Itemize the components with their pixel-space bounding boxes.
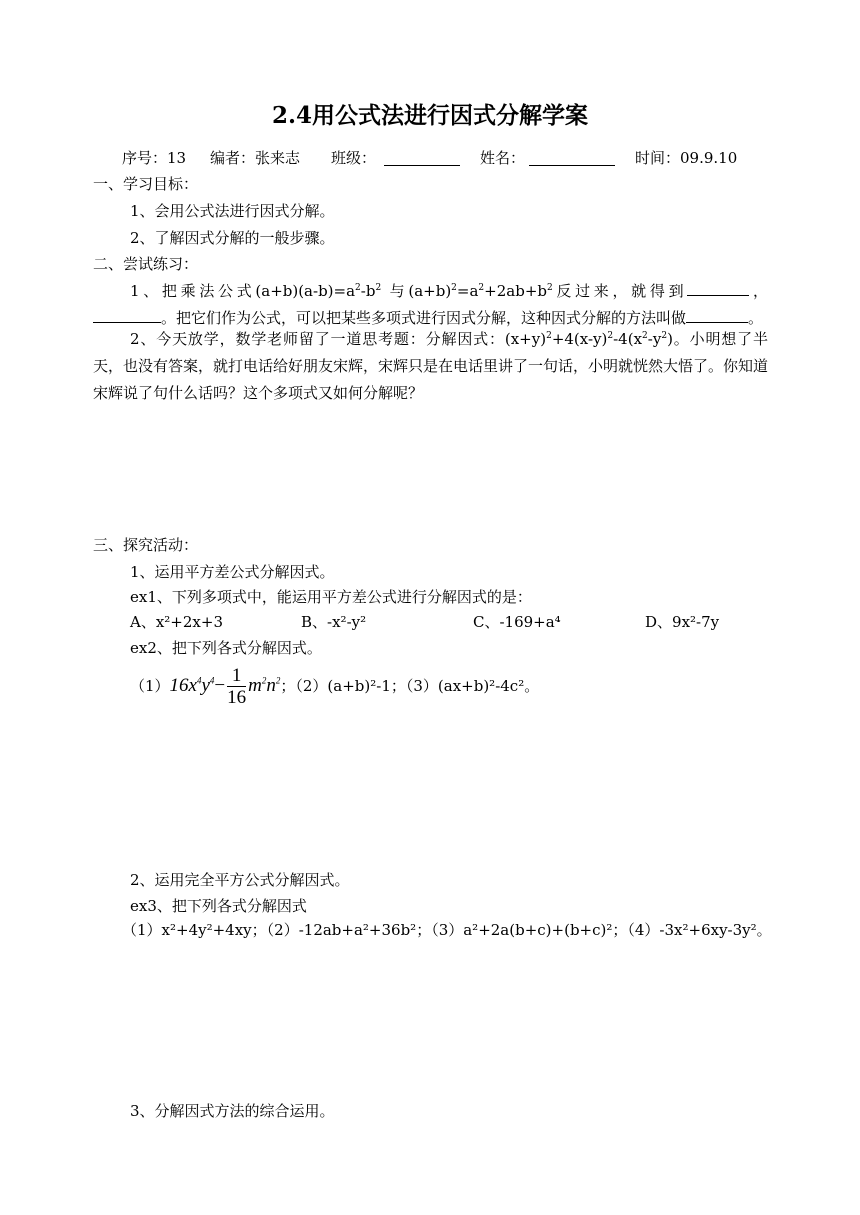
ex3-question: ex3、把下列各式分解因式 xyxy=(130,897,307,915)
section2-heading: 二、尝试练习： xyxy=(93,255,199,273)
subsection-1: 1、运用平方差公式分解因式。 xyxy=(130,563,335,581)
option-a: A、x²+2x+3 xyxy=(130,613,223,631)
ex2-question: ex2、把下列各式分解因式。 xyxy=(130,639,322,657)
exercise-2-paragraph: 2、今天放学，数学老师留了一道思考题：分解因式：$(x+y)^2+4(x-y)^2-4(x^2-y^2)$。小明想了半天，也没有答案，就打电话给好朋友宋辉，宋辉只是在电话里讲了一句话，小明就恍然大悟了。你知道宋辉说了句什么话吗？这个多项式又如何分解呢？ xyxy=(93,330,769,402)
meta-time: 时间：09.9.10 xyxy=(635,149,738,167)
class-blank[interactable] xyxy=(384,151,460,166)
answer-blank[interactable] xyxy=(93,308,161,323)
objective-item: 1、会用公式法进行因式分解。 xyxy=(130,202,335,220)
math-expression: $16x^4y^4-$ $\frac{1}{16}$ $m^2n^2$ xyxy=(169,665,281,709)
section3-heading: 三、探究活动： xyxy=(93,536,199,554)
meta-class-label: 班级： xyxy=(331,149,377,167)
name-blank[interactable] xyxy=(529,151,615,166)
meta-editor: 编者：张来志 xyxy=(210,149,301,167)
objective-item: 2、了解因式分解的一般步骤。 xyxy=(130,229,335,247)
answer-blank[interactable] xyxy=(687,281,749,296)
ex3-items: （1）x²+4y²+4xy；（2）-12ab+a²+36b²；（3）a²+2a(b+c)+(b+c)²；（4）-3x²+6xy-3y²。 xyxy=(122,921,772,939)
meta-name-label: 姓名： xyxy=(480,149,526,167)
meta-serial: 序号：13 xyxy=(122,149,187,167)
exercise-1-paragraph: 1、把乘法公式$(a+b)(a-b)=a^2-b^2$ 与$(a+b)^2=a^2+2ab+b^2$反过来，就得到 ，。把它们作为公式，可以把某些多项式进行因式分解，这种因式分解的方法叫做 。 xyxy=(93,278,768,332)
page-title: 2.4用公式法进行因式分解学案 xyxy=(271,102,588,129)
subsection-2: 2、运用完全平方公式分解因式。 xyxy=(130,871,350,889)
ex2-items: $(1)16x^4y^4-$ $\frac{1}{16}$ $m^2n^2$；（2）(a+b)²-1；（3）(ax+b)²-4c²。 xyxy=(130,665,540,709)
option-c: C、-169+a⁴ xyxy=(473,613,561,631)
ex1-question: ex1、下列多项式中，能运用平方差公式进行分解因式的是： xyxy=(130,588,532,606)
section1-heading: 一、学习目标： xyxy=(93,175,199,193)
answer-blank[interactable] xyxy=(686,308,748,323)
option-b: B、-x²-y² xyxy=(301,613,367,631)
subsection-3: 3、分解因式方法的综合运用。 xyxy=(130,1102,335,1120)
fraction: $\frac{1}{16}$ xyxy=(227,665,247,709)
option-d: D、9x²-7y xyxy=(645,613,720,631)
